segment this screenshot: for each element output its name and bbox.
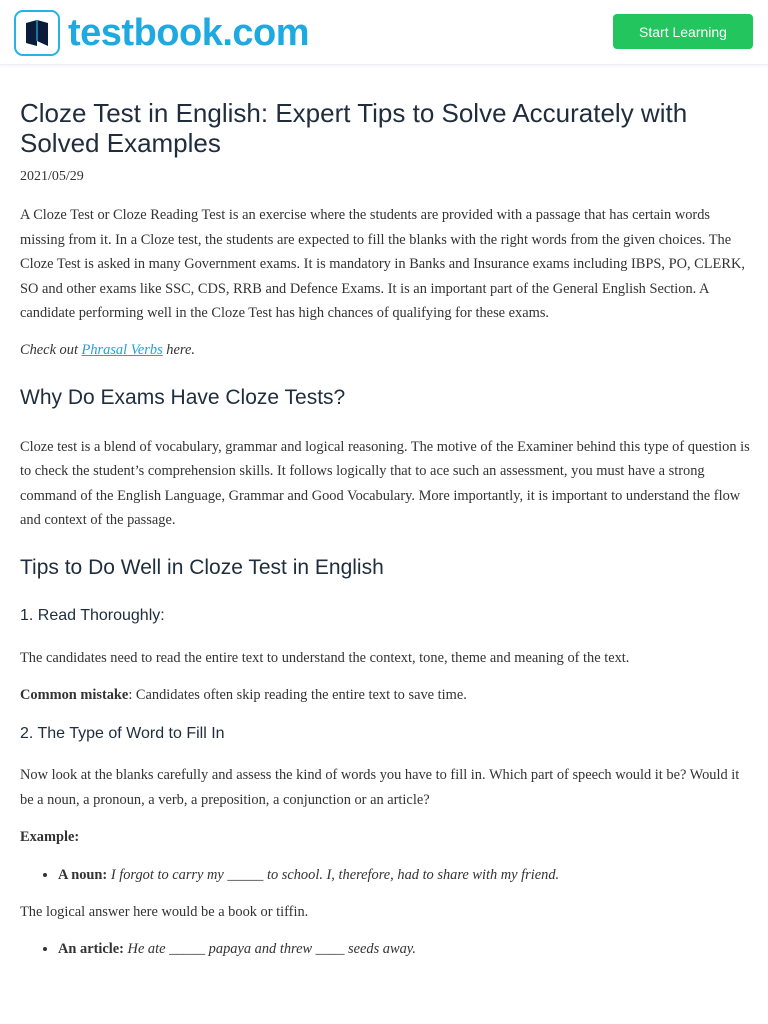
logo-text: testbook.com: [68, 12, 310, 54]
intro-paragraph: A Cloze Test or Cloze Reading Test is an exercise where the students are provided with a passage that has certain words missing from it. In a Cloze test, the students are expected to fill the blanks with the right words from the given choices. The Cloze Test is asked in many Government exams. It is mandatory in Banks and Insurance exams including IBPS, PO, CLERK, SO and other exams like SSC, CDS, RRB and Defence Exams. It is an important part of the General English Section. A candidate performing well in the Cloze Test has high chances of qualifying for these exams.: [20, 207, 745, 322]
article-label: An article:: [58, 941, 124, 958]
article: [20, 98, 752, 962]
testbook-logo-icon: [14, 10, 60, 56]
read-thoroughly-heading: 1. Read Thoroughly:: [20, 606, 165, 624]
example-label: Example:: [20, 829, 80, 846]
check-out-line: [20, 338, 752, 363]
why-heading: Why Do Exams Have Cloze Tests?: [20, 385, 346, 409]
logical-answer-paragraph: The logical answer here would be a book or tiffin.: [20, 903, 309, 920]
type-of-word-paragraph: Now look at the blanks carefully and assess the kind of words you have to fill in. Which part of speech would it be? Would it be a noun, a pronoun, a verb, a preposition, a conjunction or an article?: [20, 767, 740, 808]
start-learning-button[interactable]: Start Learning: [613, 14, 753, 49]
article-title: Cloze Test in English: Expert Tips to Solve Accurately with Solved Examples: [20, 98, 688, 158]
article-example-list: [20, 937, 752, 962]
article-example: He ate _____ papaya and threw ____ seeds away.: [127, 941, 416, 958]
publish-date: 2021/05/29: [20, 169, 84, 184]
why-paragraph: Cloze test is a blend of vocabulary, grammar and logical reasoning. The motive of the Examiner behind this type of question is to check the student’s comprehension skills. It follows logically that to ace such an assessment, you must have a strong command of the English Language, Grammar and Good Vocabulary. More importantly, it is important to understand the flow and context of the passage.: [20, 438, 750, 529]
site-logo[interactable]: [14, 10, 309, 56]
noun-example-list: [20, 863, 752, 888]
list-item: [58, 863, 752, 888]
check-suffix: here.: [162, 341, 195, 358]
tips-heading: Tips to Do Well in Cloze Test in English: [20, 555, 384, 579]
common-mistake-line: [20, 683, 752, 708]
type-of-word-heading: 2. The Type of Word to Fill In: [20, 725, 225, 743]
site-header: [0, 0, 768, 65]
phrasal-verbs-link[interactable]: Phrasal Verbs: [81, 341, 163, 358]
list-item: [58, 937, 752, 962]
common-mistake-label: Common mistake: [20, 686, 129, 703]
common-mistake-text: : Candidates often skip reading the entire text to save time.: [128, 686, 467, 703]
read-thoroughly-paragraph: The candidates need to read the entire text to understand the context, tone, theme and meaning of the text.: [20, 649, 630, 666]
check-prefix: Check out: [20, 341, 82, 358]
noun-example: I forgot to carry my _____ to school. I, therefore, had to share with my friend.: [110, 866, 560, 883]
noun-label: A noun:: [58, 866, 108, 883]
